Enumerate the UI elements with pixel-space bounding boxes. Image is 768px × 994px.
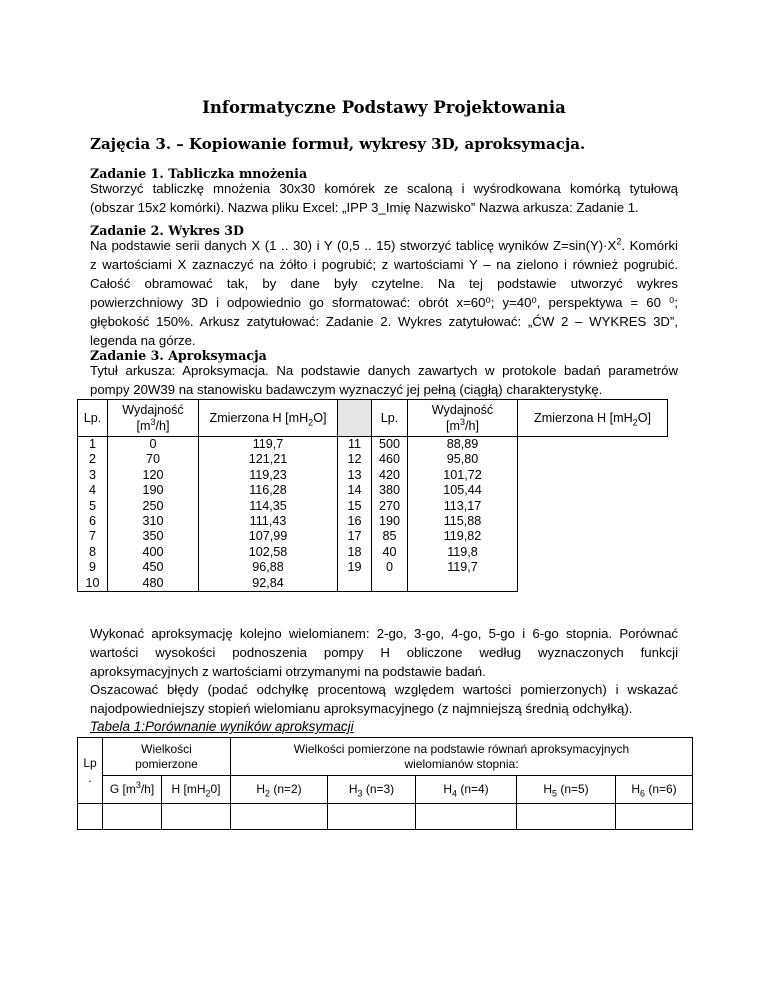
cmp-cell	[328, 804, 416, 830]
table-gap	[338, 400, 372, 437]
task2-line1-text: Na podstawie serii danych X (1 .. 30) i Y (0,5 .. 15) stworzyć tablicę wyników Z=sin(Y)·X	[90, 238, 617, 253]
table-cell: 270	[372, 499, 408, 514]
cmp-header-h-n	[416, 776, 517, 804]
table-cell: 92,84	[199, 576, 338, 592]
header-lp: Lp.	[78, 400, 108, 437]
table-cell: 4	[78, 483, 108, 498]
header-head-label: Zmierzona H [mH	[534, 411, 633, 425]
cmp-measured-line1: Wielkości	[141, 741, 192, 756]
cmp-lp-dot: .	[88, 770, 92, 785]
table-cell: 8	[78, 545, 108, 560]
table-cell: 7	[78, 529, 108, 544]
table-cell: 350	[108, 529, 199, 544]
header-flow-label: Wydajność	[122, 403, 184, 417]
table-cell: 120	[108, 468, 199, 483]
table-cell: 119,23	[199, 468, 338, 483]
table-cell: 119,7	[199, 437, 338, 453]
header-head-end: O]	[313, 411, 327, 425]
cmp-lp-text: Lp	[83, 755, 97, 770]
task2-heading: Zadanie 2. Wykres 3D	[90, 223, 244, 238]
table-cell: 480	[108, 576, 199, 592]
cmp-col-suffix: (n=6)	[645, 782, 677, 796]
para1-line: Wykonać aproksymację kolejno wielomianem: 2-go, 3-go, 4-go, 5-go i 6-go stopnia. Porównać	[90, 626, 678, 641]
pump-data-table	[77, 399, 668, 592]
task1-line: (obszar 15x2 komórki). Nazwa pliku Excel: „IPP 3_Imię Nazwisko” Nazwa arkusza: Zadanie 1.	[90, 200, 639, 215]
table-cell: 113,17	[408, 499, 518, 514]
header-flow-unit-sup: 3	[150, 416, 156, 427]
header-head	[199, 400, 338, 437]
page-title: Informatyczne Podstawy Projektowania	[202, 98, 566, 117]
table-cell: 11	[338, 437, 372, 453]
task2-line: z wartościami X zaznaczyć na żółto i pogrubić; z wartościami Y – na zielono i również pogrubić.	[90, 257, 678, 272]
table-cell: 121,21	[199, 452, 338, 467]
cmp-g-text: G [m	[109, 782, 136, 796]
table-cell: 18	[338, 545, 372, 560]
table-row	[78, 483, 668, 498]
para1-line: wartości wysokości podnoszenia pompy H obliczone według wyznaczonych funkcji	[90, 645, 678, 660]
task2-line: Całość obramować tak, by dane były czytelne. Na tej podstawie utworzyć wykres	[90, 276, 678, 291]
table-cell: 0	[372, 560, 408, 575]
cmp-g-end: /h]	[140, 782, 155, 796]
cmp-col-sub: 3	[357, 788, 363, 799]
table-row	[78, 514, 668, 529]
cmp-g-sup: 3	[135, 780, 141, 790]
table-row	[78, 576, 668, 592]
table-row	[78, 499, 668, 514]
table-cell: 16	[338, 514, 372, 529]
cmp-calculated-line2: wielomianów stopnia:	[404, 756, 519, 771]
page-subtitle: Zajęcia 3. – Kopiowanie formuł, wykresy 3D, aproksymacja.	[90, 135, 586, 153]
header-flow-unit-end: /h]	[155, 419, 170, 433]
table-cell: 114,35	[199, 499, 338, 514]
table-cell: 400	[108, 545, 199, 560]
table-cell: 105,44	[408, 483, 518, 498]
table-cell: 5	[78, 499, 108, 514]
cmp-cell	[616, 804, 693, 830]
table-cell: 119,8	[408, 545, 518, 560]
table-cell: 6	[78, 514, 108, 529]
task2-line1-exponent: 2	[616, 236, 622, 247]
header-flow-unit-end: /h]	[465, 419, 480, 433]
cmp-col-sub: 5	[551, 788, 557, 799]
table-cell: 19	[338, 560, 372, 575]
header-head-end: O]	[637, 411, 651, 425]
cmp-measured-line2: pomierzone	[135, 756, 198, 771]
table-cell: 190	[108, 483, 199, 498]
cmp-h-sub: 2	[205, 788, 211, 799]
table-row	[78, 560, 668, 575]
task3-text	[90, 361, 678, 399]
table-cell: 70	[108, 452, 199, 467]
table-cell: 116,28	[199, 483, 338, 498]
header-head-sub: 2	[308, 417, 314, 428]
header-flow-label: Wydajność	[431, 403, 494, 417]
table-cell: 2	[78, 452, 108, 467]
table-cell: 13	[338, 468, 372, 483]
task2-line: powierzchniowy 3D i odpowiednio go sformatować: obrót x=60⁰; y=40⁰, perspektywa = 60 ⁰;	[90, 295, 678, 310]
table-cell: 12	[338, 452, 372, 467]
table-row	[78, 545, 668, 560]
cmp-cell	[78, 804, 103, 830]
task2-line1-end: . Komórki	[621, 238, 678, 253]
para2-line: najodpowiedniejszy stopień wielomianu aproksymacyjnego (z najmniejszą średnią odchyłką).	[90, 701, 633, 716]
cmp-cell	[231, 804, 328, 830]
table-cell: 1	[78, 437, 108, 453]
cmp-col-suffix: (n=3)	[362, 782, 395, 796]
header-flow	[108, 400, 199, 437]
cmp-col-label: H	[443, 782, 452, 796]
table-cell: 119,7	[408, 560, 518, 575]
cmp-col-label: H	[348, 782, 358, 796]
table-cell: 9	[78, 560, 108, 575]
para1-line: aproksymacyjnych z wartościami otrzymanymi na podstawie badań.	[90, 664, 486, 679]
table-cell: 95,80	[408, 452, 518, 467]
header-head-label: Zmierzona H [mH	[209, 411, 309, 425]
cmp-h-end: 0]	[210, 782, 221, 796]
table-cell: 0	[108, 437, 199, 453]
comparison-table	[77, 737, 693, 830]
table-cell: 15	[338, 499, 372, 514]
cmp-col-sub: 2	[264, 788, 270, 799]
table-cell: 250	[108, 499, 199, 514]
cmp-calculated-line1: Wielkości pomierzone na podstawie równań aproksymacyjnych	[293, 741, 630, 756]
header-head	[518, 400, 668, 437]
error-instructions	[90, 680, 678, 718]
cmp-header-h-n	[517, 776, 616, 804]
table-caption: Tabela 1:Porównanie wyników aproksymacji	[90, 719, 354, 734]
task1-text	[90, 179, 678, 217]
table-cell: 88,89	[408, 437, 518, 453]
table-cell: 310	[108, 514, 199, 529]
task3-line: Tytuł arkusza: Aproksymacja. Na podstawie danych zawartych w protokole badań parametrów	[90, 363, 678, 378]
header-flow	[408, 400, 518, 437]
table-cell: 420	[372, 468, 408, 483]
table-cell	[408, 576, 518, 592]
table-row	[78, 437, 668, 453]
cmp-cell	[162, 804, 231, 830]
table-cell	[338, 576, 372, 592]
header-flow-unit: [m	[136, 419, 151, 433]
cmp-header-g	[103, 776, 162, 804]
table-cell: 14	[338, 483, 372, 498]
table-cell: 85	[372, 529, 408, 544]
table-cell: 3	[78, 468, 108, 483]
task2-text	[90, 236, 678, 350]
table-row	[78, 452, 668, 467]
cmp-col-suffix: (n=4)	[457, 782, 489, 796]
cmp-h-text: H [mH	[171, 782, 206, 796]
cmp-col-sub: 4	[451, 788, 457, 799]
table-cell: 450	[108, 560, 199, 575]
cmp-cell	[416, 804, 517, 830]
table-row	[78, 529, 668, 544]
task2-line: legenda na górze.	[90, 333, 196, 348]
table-cell: 107,99	[199, 529, 338, 544]
cmp-header-lp	[78, 738, 103, 804]
table-cell: 40	[372, 545, 408, 560]
table-cell: 115,88	[408, 514, 518, 529]
cmp-col-label: H	[543, 782, 552, 796]
table-cell	[372, 576, 408, 592]
task1-heading: Zadanie 1. Tabliczka mnożenia	[90, 166, 308, 181]
header-lp: Lp.	[372, 400, 408, 437]
header-flow-unit-sup: 3	[459, 416, 465, 427]
task2-line: głębokość 150%. Arkusz zatytułować: Zadanie 2. Wykres zatytułować: „ĆW 2 – WYKRES 3D”,	[90, 314, 678, 329]
cmp-empty-row	[78, 804, 693, 830]
table-cell: 111,43	[199, 514, 338, 529]
task3-heading: Zadanie 3. Aproksymacja	[90, 348, 267, 363]
cmp-header-h-n	[328, 776, 416, 804]
table-cell: 460	[372, 452, 408, 467]
table-cell: 10	[78, 576, 108, 592]
table-cell: 102,58	[199, 545, 338, 560]
table-cell: 500	[372, 437, 408, 453]
table-cell: 101,72	[408, 468, 518, 483]
cmp-header-h-n	[616, 776, 693, 804]
cmp-col-sub: 6	[639, 788, 645, 799]
cmp-cell	[517, 804, 616, 830]
table-cell: 119,82	[408, 529, 518, 544]
cmp-col-label: H	[256, 782, 265, 796]
cmp-header-h-n	[231, 776, 328, 804]
table-cell: 190	[372, 514, 408, 529]
para2-line: Oszacować błędy (podać odchyłkę procentową względem wartości pomierzonych) i wskazać	[90, 682, 678, 697]
table-row	[78, 468, 668, 483]
cmp-col-label: H	[631, 782, 640, 796]
cmp-col-suffix: (n=5)	[557, 782, 589, 796]
cmp-header-calculated	[231, 738, 693, 776]
cmp-header-measured	[103, 738, 231, 776]
header-flow-unit: [m	[445, 419, 460, 433]
task1-line: Stworzyć tabliczkę mnożenia 30x30 komórek ze scaloną i wyśrodkowana komórką tytułową	[90, 181, 678, 196]
approx-instructions	[90, 624, 678, 681]
table-cell: 17	[338, 529, 372, 544]
table-cell: 380	[372, 483, 408, 498]
task2-line	[90, 236, 678, 255]
cmp-header-h	[162, 776, 231, 804]
table-cell: 96,88	[199, 560, 338, 575]
header-head-sub: 2	[632, 417, 638, 428]
cmp-col-suffix: (n=2)	[270, 782, 302, 796]
cmp-cell	[103, 804, 162, 830]
task3-line: pompy 20W39 na stanowisku badawczym wyznaczyć jej pełną (ciągłą) charakterystykę.	[90, 382, 603, 397]
